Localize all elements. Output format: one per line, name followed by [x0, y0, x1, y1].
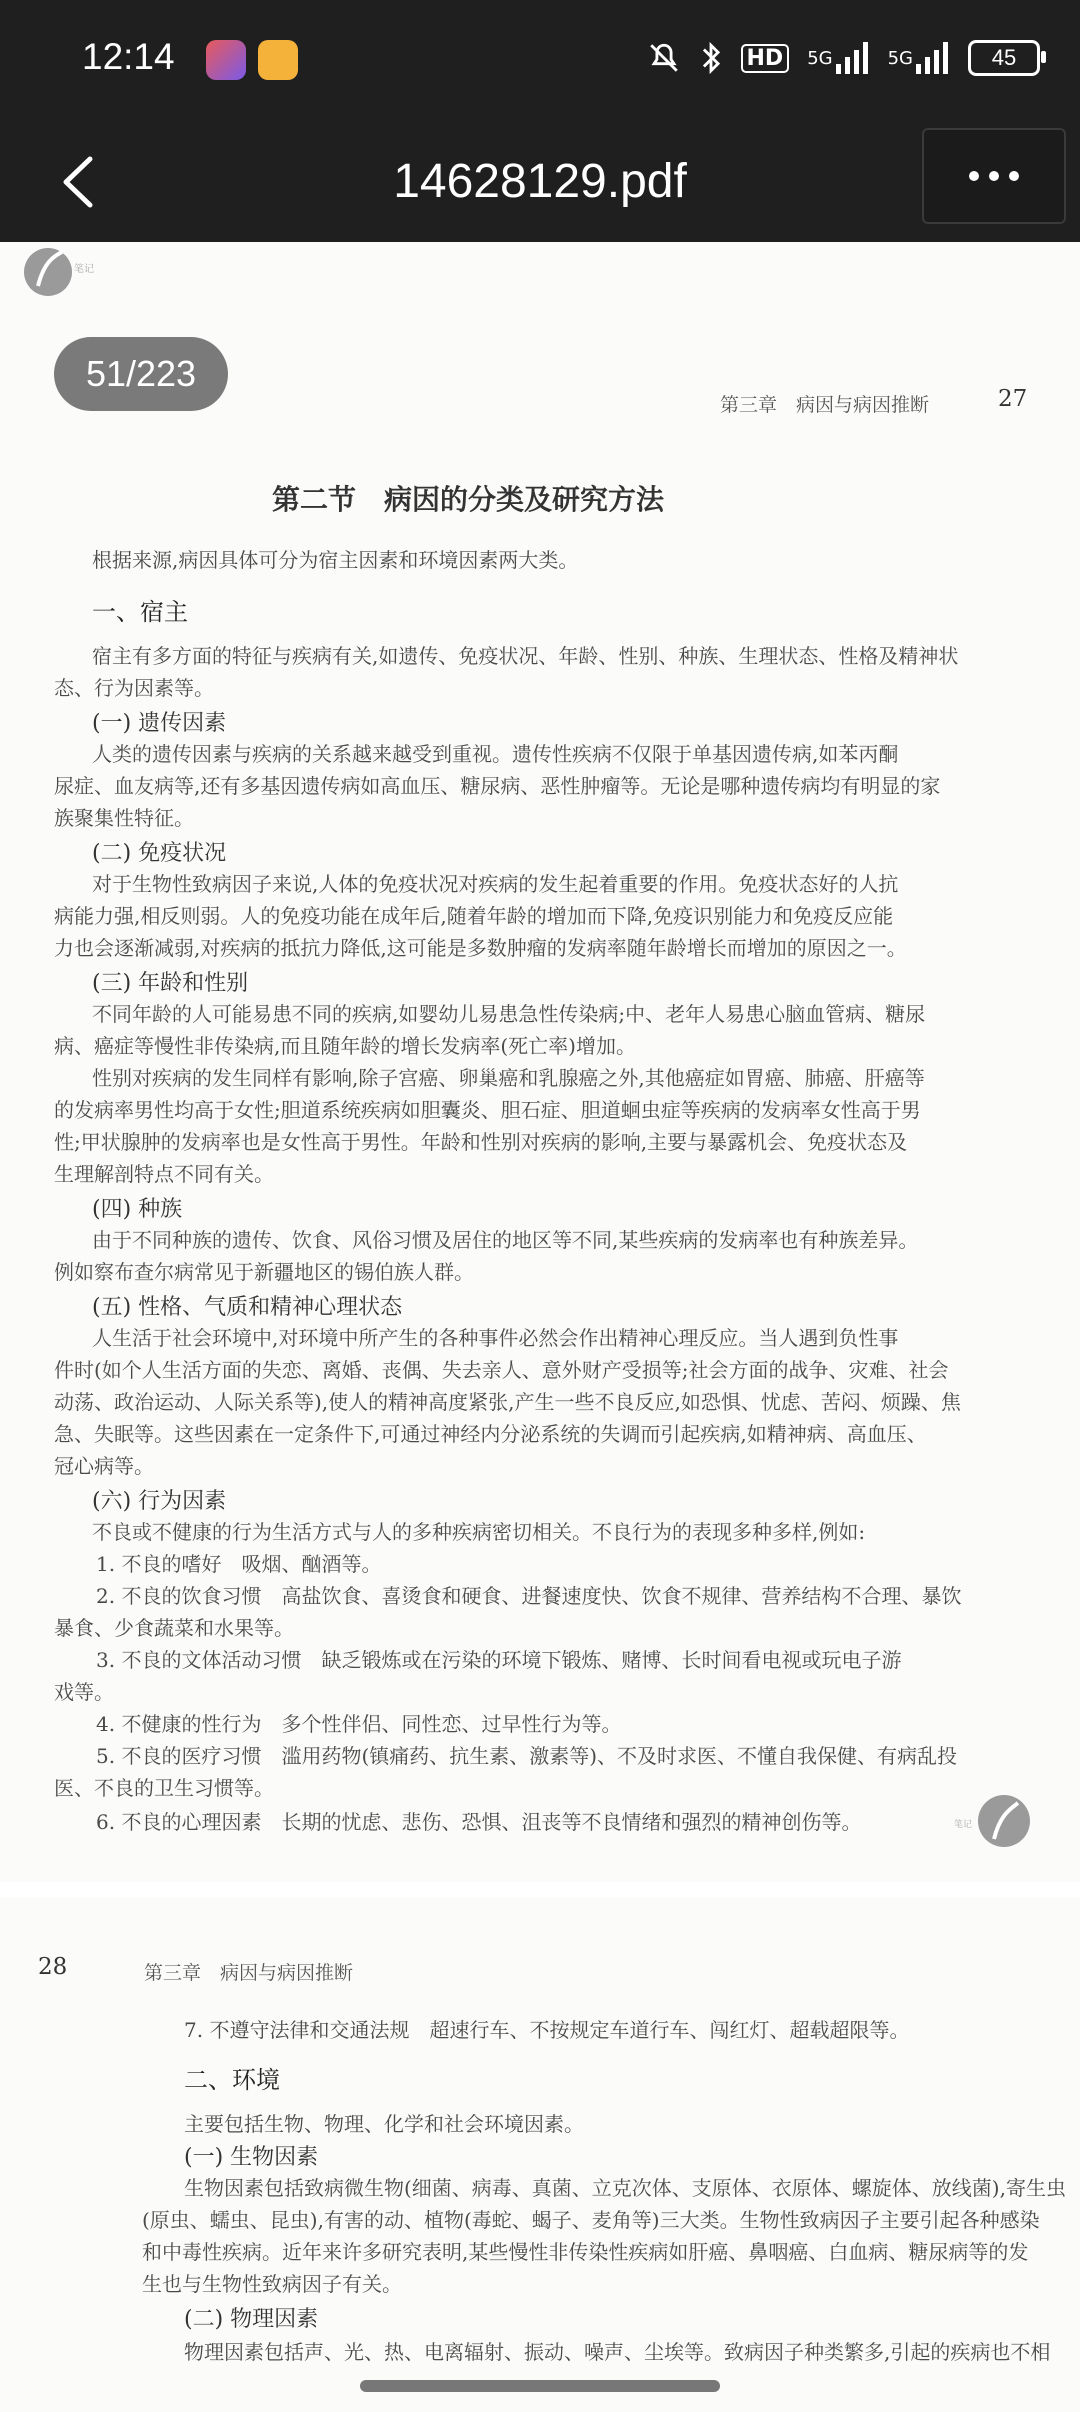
section-title: 第二节 病因的分类及研究方法: [272, 483, 665, 516]
list-item: 1. 不良的嗜好 吸烟、酗酒等。: [96, 1552, 382, 1576]
more-icon-dot: [989, 171, 999, 181]
paragraph: 急、失眠等。这些因素在一定条件下,可通过神经内分泌系统的失调而引起疾病,如精神病、高血压、: [54, 1422, 927, 1446]
subheading: (二) 免疫状况: [92, 841, 227, 866]
page-separator: [0, 1882, 1080, 1898]
paragraph: 力也会逐渐减弱,对疾病的抵抗力降低,这可能是多数肿瘤的发病率随年龄增长而增加的原因之一。: [54, 936, 907, 960]
paragraph: 病、癌症等慢性非传染病,而且随年龄的增长发病率(死亡率)增加。: [54, 1034, 636, 1058]
svg-text:笔记: 笔记: [954, 1820, 973, 1830]
paragraph: 根据来源,病因具体可分为宿主因素和环境因素两大类。: [92, 548, 579, 572]
list-item: 2. 不良的饮食习惯 高盐饮食、喜烫食和硬食、进餐速度快、饮食不规律、营养结构不合理、暴饮: [96, 1584, 962, 1608]
page-header-chapter: 第三章 病因与病因推断: [720, 394, 930, 416]
paragraph: 宿主有多方面的特征与疾病有关,如遗传、免疫状况、年龄、性别、种族、生理状态、性格及精神状: [92, 644, 959, 668]
publisher-logo: [952, 1787, 1032, 1861]
list-item: 4. 不健康的性行为 多个性伴侣、同性恋、过早性行为等。: [96, 1712, 622, 1736]
pdf-viewer[interactable]: [0, 242, 1080, 2412]
paragraph: 由于不同种族的遗传、饮食、风俗习惯及居住的地区等不同,某些疾病的发病率也有种族差异。: [92, 1228, 919, 1252]
paragraph: 族聚集性特征。: [54, 806, 194, 830]
document-title: 14628129.pdf: [393, 155, 687, 208]
paragraph: 和中毒性疾病。近年来许多研究表明,某些慢性非传染性疾病如肝癌、鼻咽癌、白血病、糖尿病等的发: [142, 2240, 1029, 2264]
list-item: 6. 不良的心理因素 长期的忧虑、悲伤、恐惧、沮丧等不良情绪和强烈的精神创伤等。: [96, 1810, 862, 1834]
app-icon-photos: [206, 40, 246, 80]
subheading: (四) 种族: [92, 1197, 183, 1222]
app-icon-weibo: [258, 40, 298, 80]
bluetooth-icon: [699, 41, 723, 75]
subheading: (二) 物理因素: [184, 2307, 319, 2332]
paragraph: 性别对疾病的发生同样有影响,除子宫癌、卵巢癌和乳腺癌之外,其他癌症如胃癌、肺癌、肝癌等: [92, 1066, 925, 1090]
page-number: 28: [38, 1954, 68, 1980]
paragraph: 不良或不健康的行为生活方式与人的多种疾病密切相关。不良行为的表现多种多样,例如:: [92, 1520, 866, 1544]
signal-icon-2: [888, 42, 950, 74]
list-item: 暴食、少食蔬菜和水果等。: [54, 1616, 294, 1640]
status-bar: [0, 0, 1080, 125]
list-item: 医、不良的卫生习惯等。: [54, 1776, 274, 1800]
publisher-logo: [22, 242, 108, 306]
paragraph: 不同年龄的人可能易患不同的疾病,如婴幼儿易患急性传染病;中、老年人易患心脑血管病、糖尿: [92, 1002, 926, 1026]
page-indicator: 51/223: [54, 337, 228, 411]
list-item: 3. 不良的文体活动习惯 缺乏锻炼或在污染的环境下锻炼、赌博、长时间看电视或玩电子游: [96, 1648, 902, 1672]
more-icon: [969, 171, 979, 181]
paragraph: 生理解剖特点不同有关。: [54, 1162, 274, 1186]
status-icons: [647, 40, 1041, 76]
paragraph: 对于生物性致病因子来说,人体的免疫状况对疾病的发生起着重要的作用。免疫状态好的人抗: [92, 872, 899, 896]
subheading: (五) 性格、气质和精神心理状态: [92, 1295, 403, 1320]
paragraph: 尿症、血友病等,还有多基因遗传病如高血压、糖尿病、恶性肿瘤等。无论是哪种遗传病均有明显的家: [54, 774, 941, 798]
home-indicator[interactable]: [360, 2380, 720, 2392]
paragraph: 物理因素包括声、光、热、电离辐射、振动、噪声、尘埃等。致病因子种类繁多,引起的疾病也不相: [184, 2340, 1051, 2364]
paragraph: 性;甲状腺肿的发病率也是女性高于男性。年龄和性别对疾病的影响,主要与暴露机会、免疫状态及: [54, 1130, 908, 1154]
paragraph: 的发病率男性均高于女性;胆道系统疾病如胆囊炎、胆石症、胆道蛔虫症等疾病的发病率女性高于男: [54, 1098, 921, 1122]
signal-icon-1: [807, 42, 869, 74]
paragraph: 生也与生物性致病因子有关。: [142, 2272, 402, 2296]
paragraph: 人类的遗传因素与疾病的关系越来越受到重视。遗传性疾病不仅限于单基因遗传病,如苯丙酮: [92, 742, 899, 766]
signal-label-1: 5G: [807, 47, 833, 69]
battery-icon: [968, 40, 1040, 76]
subheading: (一) 生物因素: [184, 2145, 319, 2170]
list-item: 戏等。: [54, 1680, 114, 1704]
paragraph: 冠心病等。: [54, 1454, 154, 1478]
heading-environment: 二、环境: [184, 2066, 280, 2094]
mute-icon: [647, 41, 681, 75]
title-bar: [0, 125, 1080, 242]
paragraph: 例如察布查尔病常见于新疆地区的锡伯族人群。: [54, 1260, 474, 1284]
paragraph: 动荡、政治运动、人际关系等),使人的精神高度紧张,产生一些不良反应,如恐惧、忧虑、苦闷、烦躁、焦: [54, 1390, 961, 1414]
paragraph: (原虫、蠕虫、昆虫),有害的动、植物(毒蛇、蝎子、麦角等)三大类。生物性致病因子主要引起各种感染: [142, 2208, 1040, 2232]
paragraph: 件时(如个人生活方面的失恋、离婚、丧偶、失去亲人、意外财产受损等;社会方面的战争、灾难、社会: [54, 1358, 949, 1382]
battery-level: 45: [991, 45, 1017, 70]
paragraph: 生物因素包括致病微生物(细菌、病毒、真菌、立克次体、支原体、衣原体、螺旋体、放线菌),寄生虫: [184, 2176, 1066, 2200]
svg-text:笔记: 笔记: [74, 264, 94, 275]
paragraph: 人生活于社会环境中,对环境中所产生的各种事件必然会作出精神心理反应。当人遇到负性事: [92, 1326, 899, 1350]
subheading: (三) 年龄和性别: [92, 971, 249, 996]
signal-label-2: 5G: [887, 47, 913, 69]
subheading: (一) 遗传因素: [92, 711, 227, 736]
page-header-chapter: 第三章 病因与病因推断: [144, 1962, 354, 1984]
paragraph: 病能力强,相反则弱。人的免疫功能在成年后,随着年龄的增加而下降,免疫识别能力和免疫反应能: [54, 904, 894, 928]
hd-icon: HD: [741, 44, 790, 73]
list-item: 5. 不良的医疗习惯 滥用药物(镇痛药、抗生素、激素等)、不及时求医、不懂自我保健、有病乱投: [96, 1744, 958, 1768]
list-item: 7. 不遵守法律和交通法规 超速行车、不按规定车道行车、闯红灯、超载超限等。: [184, 2018, 910, 2042]
more-icon-dot: [1009, 171, 1019, 181]
page-number: 27: [998, 386, 1028, 412]
more-options-button[interactable]: [922, 128, 1066, 224]
subheading: (六) 行为因素: [92, 1489, 227, 1514]
paragraph: 主要包括生物、物理、化学和社会环境因素。: [184, 2112, 584, 2136]
status-time: 12:14: [82, 36, 175, 77]
paragraph: 态、行为因素等。: [54, 676, 214, 700]
heading-host: 一、宿主: [92, 598, 188, 626]
